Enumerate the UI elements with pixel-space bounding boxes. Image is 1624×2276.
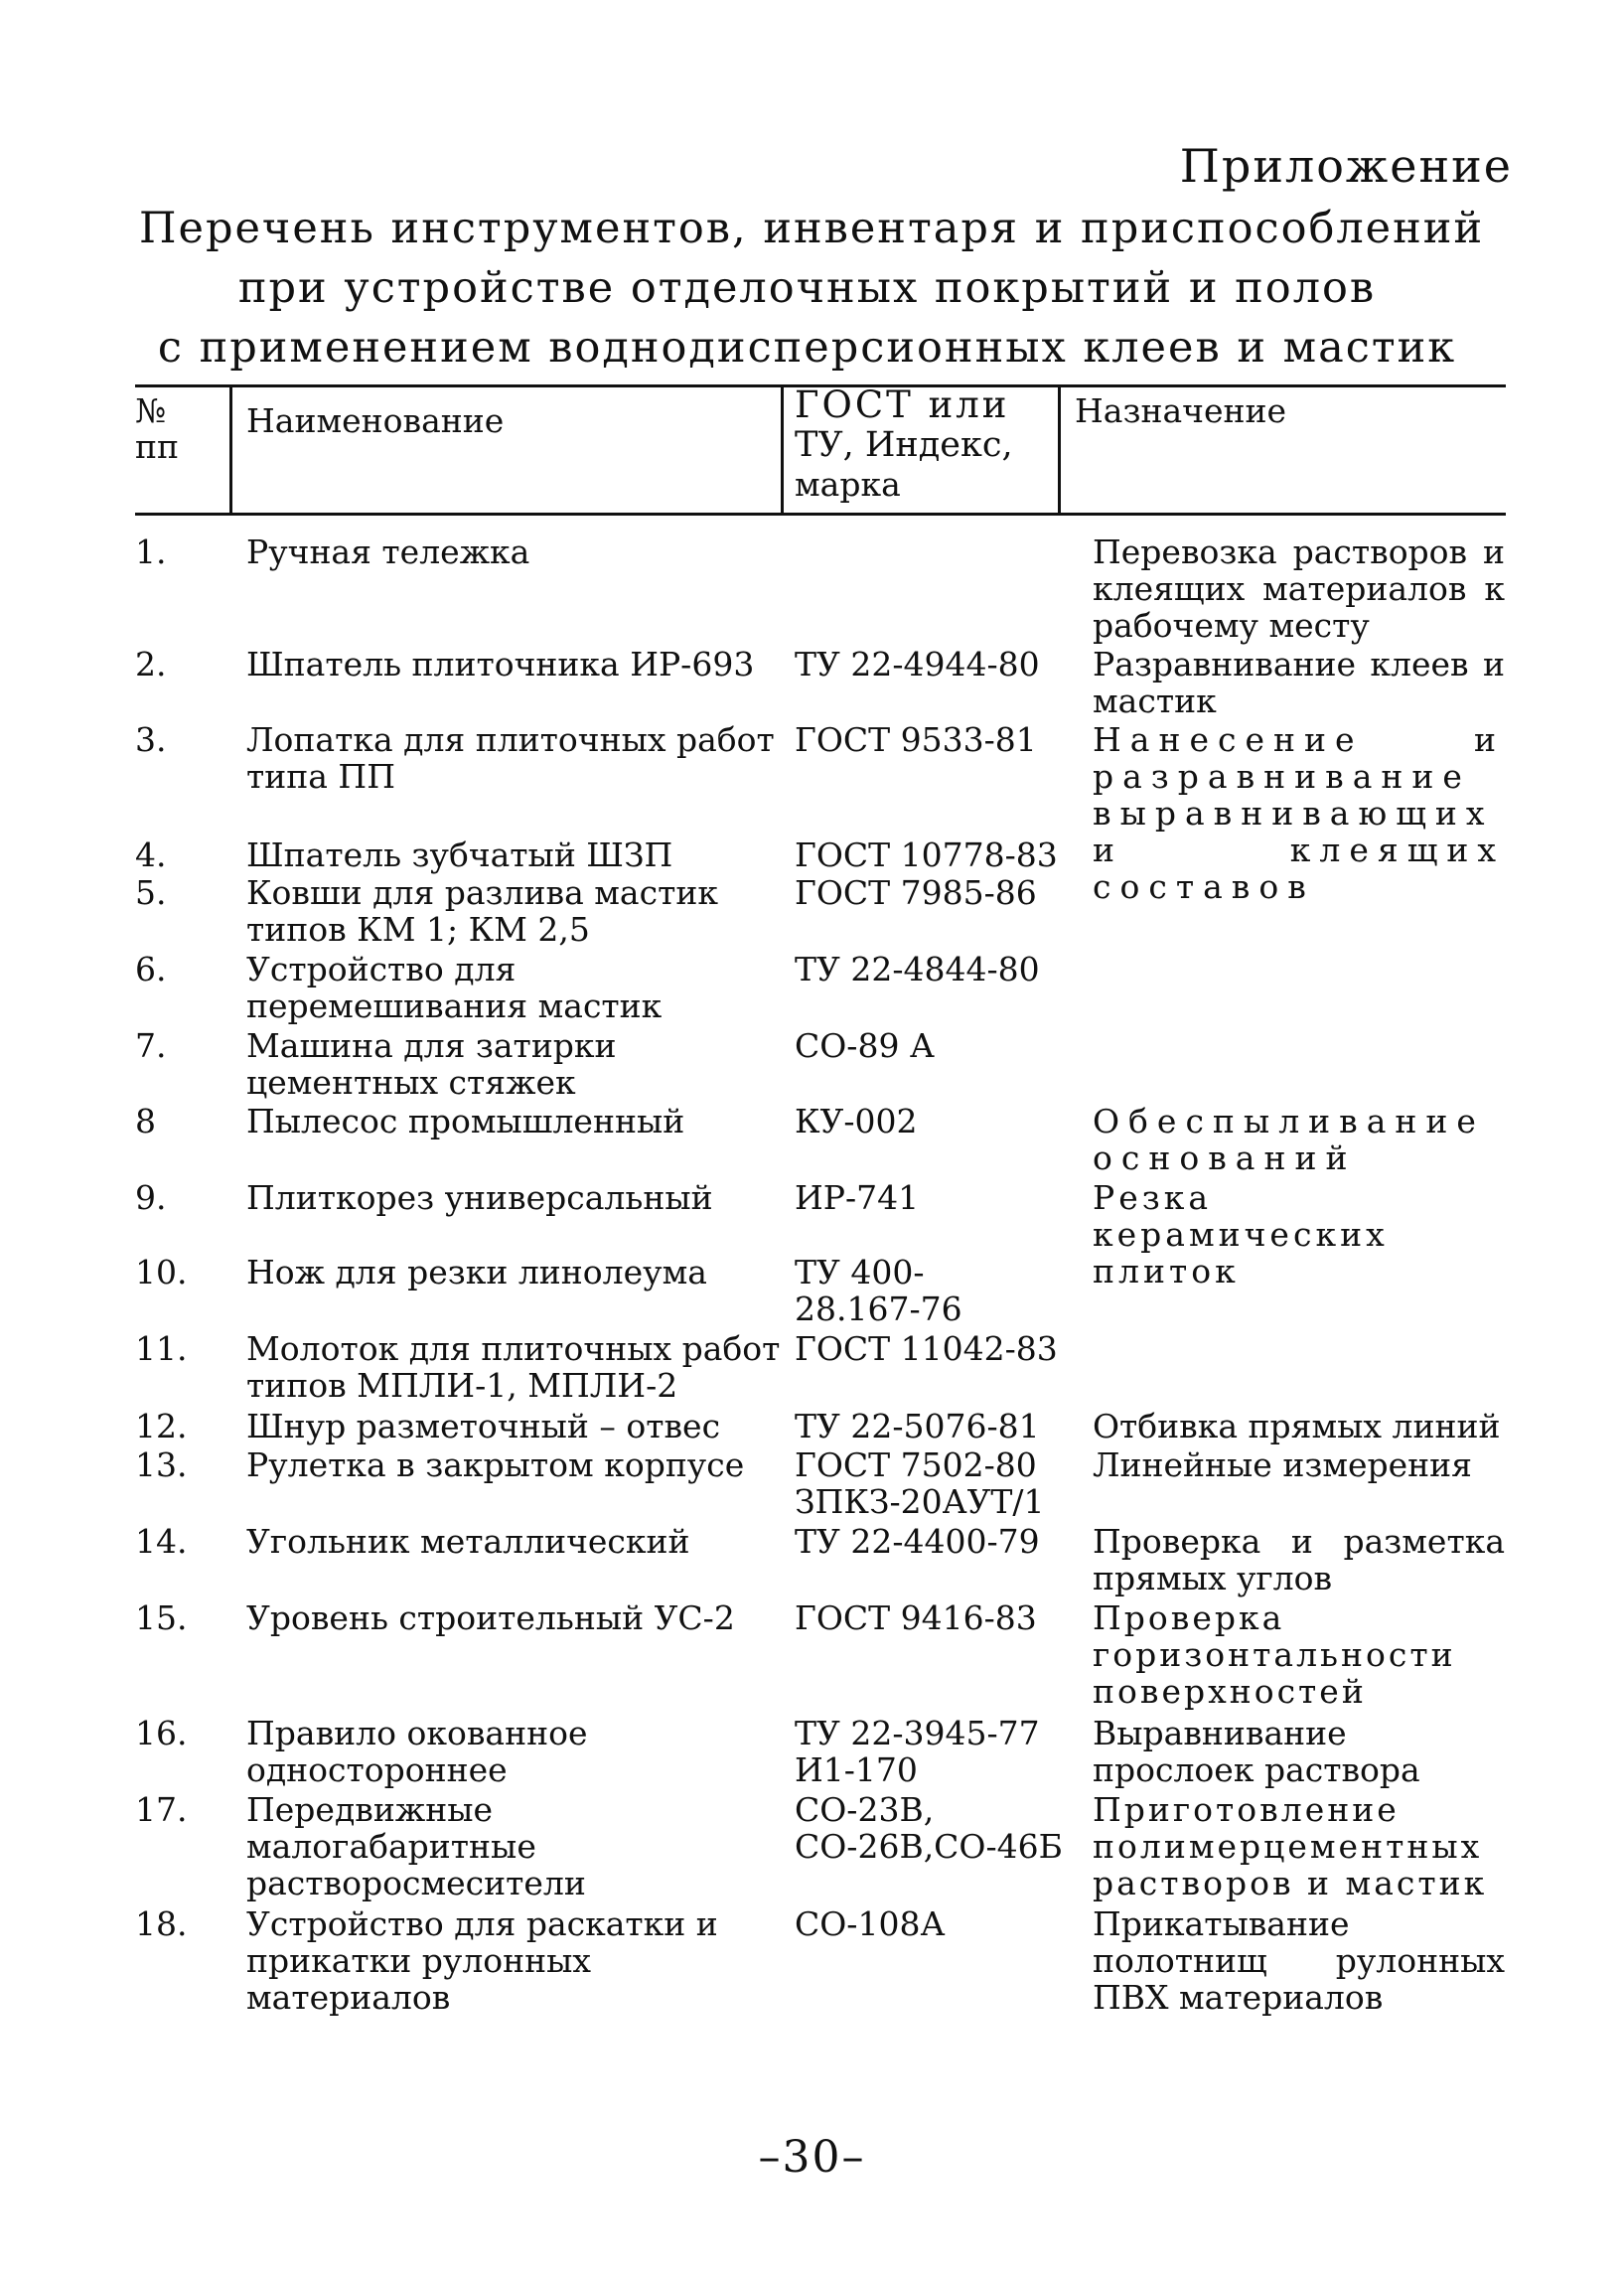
row-name: Шнур разметочный – отвес <box>246 1407 721 1445</box>
column-divider <box>229 385 232 515</box>
row-name: Правило окованное одностороннее <box>246 1714 588 1789</box>
row-gost: ГОСТ 7985-86 <box>795 873 1037 912</box>
row-gost: ИР-741 <box>795 1178 920 1217</box>
row-number: 11. <box>135 1329 188 1368</box>
row-gost: КУ-002 <box>795 1102 918 1140</box>
row-purpose: Нанесение и разравнивание выравнивающих и клеящих составов <box>1093 720 1505 906</box>
row-purpose: Проверка и разметка прямых углов <box>1093 1522 1505 1597</box>
header-purpose: Назначение <box>1075 391 1286 430</box>
document-title <box>139 199 1485 378</box>
row-name: Шпатель плиточника ИР-693 <box>246 645 755 683</box>
row-purpose: Перевозка растворов и клеящих материалов к рабочему месту <box>1093 532 1505 645</box>
row-number: 7. <box>135 1026 167 1065</box>
row-number: 12. <box>135 1407 188 1445</box>
row-gost: ГОСТ 10778-83 <box>795 835 1058 874</box>
row-number: 15. <box>135 1598 188 1637</box>
row-name: Ковши для разлива мастик типов КМ 1; КМ 2,5 <box>246 873 718 949</box>
row-number: 16. <box>135 1714 188 1752</box>
column-divider <box>1058 385 1061 515</box>
row-number: 8 <box>135 1102 156 1140</box>
row-number: 10. <box>135 1253 188 1291</box>
header-number: № пп <box>135 391 179 466</box>
table-header-rule <box>135 513 1506 516</box>
row-purpose: Приготовление полимерцементных растворов и мастик <box>1093 1790 1488 1902</box>
row-gost: СО-89 А <box>795 1026 935 1065</box>
row-gost: ТУ 22-4944-80 <box>795 645 1040 683</box>
row-name: Шпатель зубчатый ШЗП <box>246 835 673 874</box>
row-purpose: Выравнивание прослоек раствора <box>1093 1714 1420 1789</box>
row-name: Молоток для плиточных работ типов МПЛИ-1, МПЛИ-2 <box>246 1329 781 1405</box>
row-name: Угольник металлический <box>246 1522 690 1561</box>
row-name: Рулетка в закрытом корпусе <box>246 1445 745 1484</box>
row-gost: ТУ 22-4844-80 <box>795 950 1040 988</box>
row-number: 13. <box>135 1445 188 1484</box>
row-gost: ТУ 22-3945-77 И1-170 <box>795 1714 1040 1789</box>
row-number: 18. <box>135 1904 188 1943</box>
row-gost: ГОСТ 7502-80 ЗПКЗ-20АУТ/1 <box>795 1445 1045 1521</box>
row-purpose: Прикатывание полотнищ рулонных ПВХ материалов <box>1093 1904 1505 2017</box>
row-name: Нож для резки линолеума <box>246 1253 707 1291</box>
row-purpose: Разравнивание клеев и мастик <box>1093 645 1505 720</box>
header-gost: ГОСТ или ТУ, Индекс, марка <box>795 383 1013 504</box>
row-number: 4. <box>135 835 167 874</box>
row-number: 3. <box>135 720 167 759</box>
row-name: Плиткорез универсальный <box>246 1178 713 1217</box>
row-gost: СО-108А <box>795 1904 946 1943</box>
row-gost: ТУ 22-5076-81 <box>795 1407 1040 1445</box>
row-name: Пылесос промышленный <box>246 1102 685 1140</box>
row-gost: ГОСТ 9416-83 <box>795 1598 1037 1637</box>
row-purpose: Обеспыливание оснований <box>1093 1102 1485 1177</box>
row-name: Ручная тележка <box>246 532 530 571</box>
row-gost: ГОСТ 11042-83 <box>795 1329 1058 1368</box>
row-gost: СО-23В, СО-26В,СО-46Б <box>795 1790 1063 1866</box>
row-number: 14. <box>135 1522 188 1561</box>
title-line-1: Перечень инструментов, инвентаря и приспособлений <box>139 204 1485 253</box>
row-number: 9. <box>135 1178 167 1217</box>
row-number: 5. <box>135 873 167 912</box>
row-gost: ТУ 22-4400-79 <box>795 1522 1040 1561</box>
row-gost: ГОСТ 9533-81 <box>795 720 1037 759</box>
row-gost: ТУ 400-28.167-76 <box>795 1253 962 1328</box>
header-name: Наименование <box>246 401 505 440</box>
row-number: 2. <box>135 645 167 683</box>
row-name: Лопатка для плиточных работ типа ПП <box>246 720 775 796</box>
row-name: Машина для затирки цементных стяжек <box>246 1026 617 1102</box>
title-line-3: с применением воднодисперсионных клеев и мастик <box>157 323 1457 373</box>
row-name: Устройство для перемешивания мастик <box>246 950 663 1025</box>
row-number: 6. <box>135 950 167 988</box>
appendix-label: Приложение <box>1179 139 1513 193</box>
row-name: Уровень строительный УС-2 <box>246 1598 735 1637</box>
row-purpose: Отбивка прямых линий <box>1093 1407 1501 1445</box>
column-divider <box>781 385 784 515</box>
row-name: Передвижные малогабаритные растворосмесители <box>246 1790 586 1902</box>
row-purpose: Резка керамических плиток <box>1093 1178 1389 1290</box>
row-purpose: Линейные измерения <box>1093 1445 1472 1484</box>
row-number: 17. <box>135 1790 188 1829</box>
page-number: –30– <box>758 2132 866 2183</box>
row-name: Устройство для раскатки и прикатки рулонных материалов <box>246 1904 718 2017</box>
title-line-2: при устройстве отделочных покрытий и полов <box>237 263 1377 313</box>
row-purpose: Проверка горизонтальности поверхностей <box>1093 1598 1456 1711</box>
row-number: 1. <box>135 532 167 571</box>
